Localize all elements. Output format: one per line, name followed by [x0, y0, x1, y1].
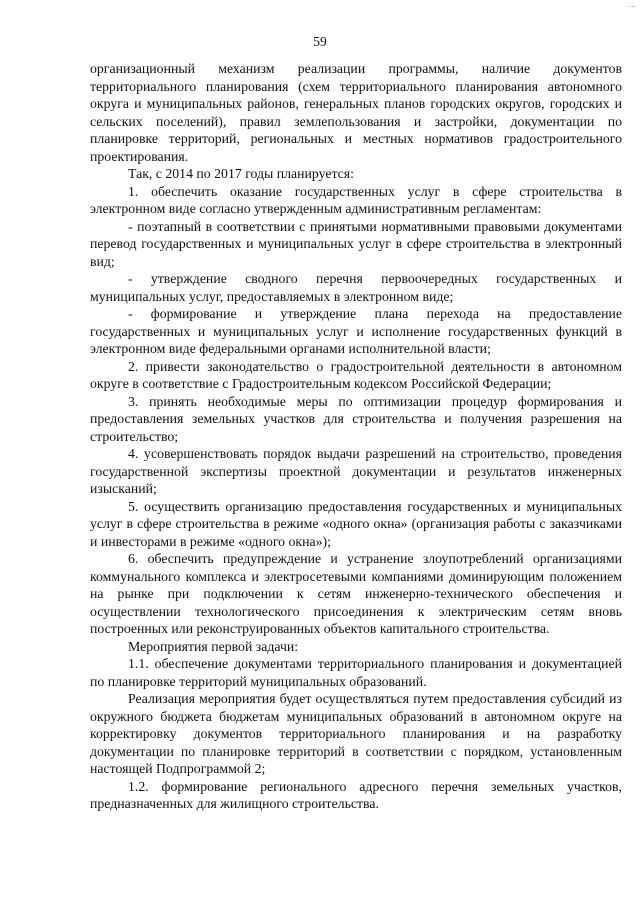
paragraph-subitem-plan: - формирование и утверждение плана перехода на предоставление государственных и муниципальных услуг и исполнение государственных функций в электронном виде федеральными органами исполнительной власти; [90, 306, 622, 356]
paragraph-measure-1-1: 1.1. обеспечение документами территориального планирования и документацией по планировке территорий муниципальных образований. [90, 656, 622, 689]
paragraph-subitem-transfer: - поэтапный в соответствии с принятыми нормативными правовыми документами перевод государственных и муниципальных услуг в сфере строительства в электронный вид; [90, 218, 622, 269]
document-body [90, 60, 622, 813]
paragraph-plan-intro: Так, с 2014 по 2017 годы планируется: [128, 166, 354, 181]
paragraph-item-5: 5. осуществить организацию предоставления государственных и муниципальных услуг в сфере строительства в режиме «одного окна» (организация работы с заказчиками и инвесторами в режиме «одного окна»); [90, 498, 622, 549]
paragraph-subitem-approval: - утверждение сводного перечня первоочередных государственных и муниципальных услуг, предоставляемых в электронном виде; [90, 271, 622, 304]
paragraph-item-3: 3. принять необходимые меры по оптимизации процедур формирования и предоставления земельных участков для строительства и получения разрешения на строительство; [90, 393, 622, 444]
corner-mark: … [629, 1, 636, 9]
paragraph-first-task-heading: Мероприятия первой задачи: [128, 638, 299, 654]
paragraph-measure-1-2: 1.2. формирование регионального адресного перечня земельных участков, предназначенных для жилищного строительства. [90, 778, 622, 811]
paragraph-continuation: организационный механизм реализации программы, наличие документов территориального планирования (схем территориального планирования автономного округа и муниципальных районов, генеральных планов городских округов, городских и сельских поселений), правил землепользования и застройки, документации по планировке территорий, региональных и местных нормативов градостроительного проектирования. [90, 61, 622, 164]
paragraph-item-2: 2. привести законодательство о градостроительной деятельности в автономном округе в соответствие с Градостроительным кодексом Российской Федерации; [90, 358, 622, 391]
paragraph-item-1: 1. обеспечить оказание государственных услуг в сфере строительства в электронном виде согласно утвержденным административным регламентам: [90, 183, 622, 216]
paragraph-item-4: 4. усовершенствовать порядок выдачи разрешений на строительство, проведения государственной экспертизы проектной документации и результатов инженерных изысканий; [90, 446, 622, 496]
page-number: 59 [313, 34, 327, 49]
paragraph-implementation: Реализация мероприятия будет осуществляться путем предоставления субсидий из окружного бюджета бюджетам муниципальных образований в автономном округе на корректировку документов территориального планирования и на разработку документации по планировке территорий в соответствии с порядком, установленным настоящей Подпрограммой 2; [90, 691, 622, 776]
paragraph-item-6: 6. обеспечить предупреждение и устранение злоупотреблений организациями коммунального комплекса и электросетевыми компаниями доминирующим положением на рынке при подключении к сетям инженерно-технического обеспечения и осуществлении технологического присоединения к электрическим сетям вновь построенных или реконструированных объектов капитального строительства. [90, 551, 622, 636]
